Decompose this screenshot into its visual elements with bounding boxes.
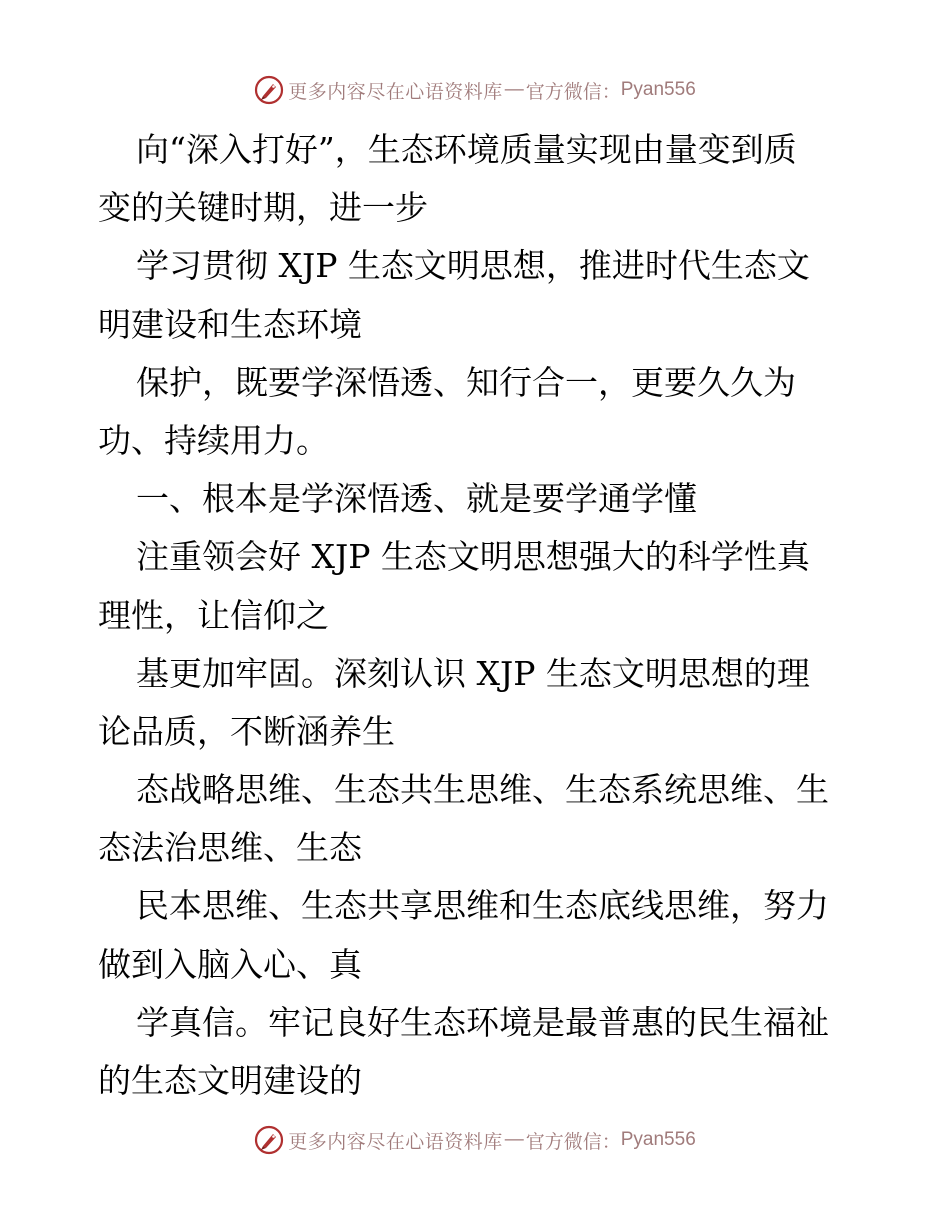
banner-wechat-label: 官方微信： — [525, 80, 621, 103]
banner-wechat-id: Pyan556 — [620, 1129, 696, 1150]
text-line: 注重领会好 XJP 生态文明思想强大的科学性真 — [136, 537, 810, 577]
text-line: 功、持续用力。 — [98, 420, 329, 460]
banner-dash: — — [504, 79, 524, 100]
text-line: 学习贯彻 XJP 生态文明思想，推进时代生态文 — [136, 246, 810, 286]
banner-dash: — — [504, 1129, 524, 1150]
pen-nib-logo-icon — [254, 1125, 284, 1155]
text-line: 理性，让信仰之 — [98, 595, 329, 635]
text-line: 的生态文明建设的 — [98, 1061, 362, 1100]
header-banner — [0, 72, 950, 108]
text-line: 保护，既要学深悟透、知行合一，更要久久为 — [136, 362, 796, 402]
text-line: 明建设和生态环境 — [98, 304, 362, 344]
banner-main-text: 更多内容尽在心语资料库 — [288, 1130, 503, 1153]
banner-wechat-label: 官方微信： — [525, 1130, 621, 1153]
text-line: 变的关键时期，进一步 — [98, 188, 428, 228]
banner-wechat-id: Pyan556 — [620, 79, 696, 100]
text-line: 论品质，不断涵养生 — [98, 711, 395, 751]
footer-banner — [0, 1122, 950, 1158]
text-line: 民本思维、生态共享思维和生态底线思维，努力 — [136, 886, 829, 926]
text-line: 态战略思维、生态共生思维、生态系统思维、生 — [136, 770, 829, 810]
text-line: 学真信。牢记良好生态环境是最普惠的民生福祉 — [136, 1002, 829, 1042]
pen-nib-logo-icon — [254, 75, 284, 105]
text-line: 做到入脑入心、真 — [98, 944, 362, 984]
banner-main-text: 更多内容尽在心语资料库 — [288, 80, 503, 103]
text-line: 态法治思维、生态 — [98, 828, 362, 868]
text-line: 基更加牢固。深刻认识 XJP 生态文明思想的理 — [136, 653, 810, 693]
section-heading: 一、根本是学深悟透、就是要学通学懂 — [136, 479, 697, 519]
text-line: 向“深入打好”，生态环境质量实现由量变到质 — [136, 130, 797, 169]
body-text — [98, 121, 868, 1110]
